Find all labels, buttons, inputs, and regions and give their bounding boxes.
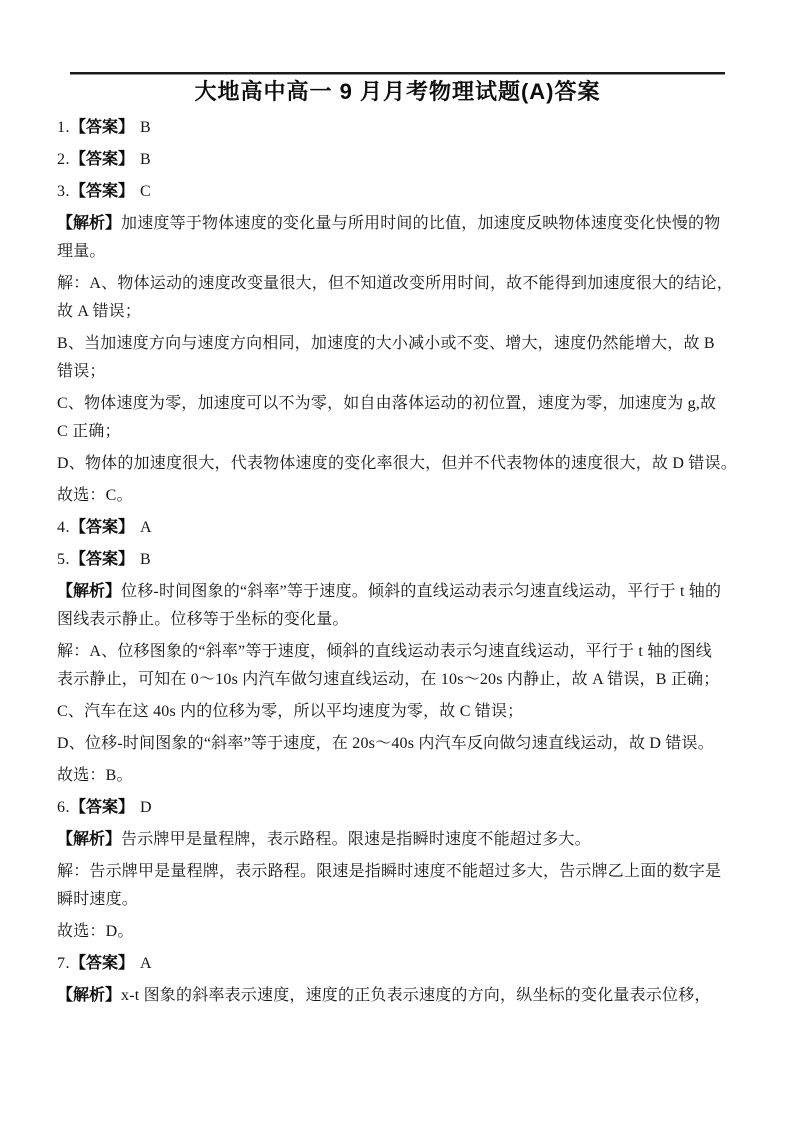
question-number: 5. — [57, 551, 70, 568]
paragraph — [57, 858, 739, 914]
answer-label: 【答案】 — [70, 119, 135, 136]
line-text: 故选：D。 — [57, 923, 134, 940]
answer-line — [57, 514, 739, 542]
text-line — [57, 390, 739, 418]
answer-line — [57, 950, 739, 978]
line-text: 理量。 — [57, 243, 106, 260]
question-number: 7. — [57, 955, 70, 972]
analysis-label: 【解析】 — [57, 831, 122, 848]
text-line — [57, 210, 739, 238]
paragraph — [57, 638, 739, 694]
question-number: 2. — [57, 151, 70, 168]
paragraph — [57, 698, 739, 726]
line-text: 告示牌甲是量程牌，表示路程。限速是指瞬时速度不能超过多大。 — [121, 831, 591, 848]
answer-value: B — [140, 151, 151, 168]
answer-value: B — [140, 551, 151, 568]
line-text: 故选：C。 — [57, 487, 133, 504]
answer-label: 【答案】 — [70, 183, 135, 200]
text-line — [57, 270, 739, 298]
question-number: 4. — [57, 519, 70, 536]
text-line — [57, 730, 739, 758]
answer-label: 【答案】 — [70, 519, 135, 536]
line-text: D、位移-时间图象的“斜率”等于速度，在 20s～40s 内汽车反向做匀速直线运动，故 D 错误。 — [57, 735, 714, 752]
line-text: C、物体速度为零，加速度可以不为零，如自由落体运动的初位置，速度为零，加速度为 g,故 — [57, 395, 717, 412]
answer-value: C — [140, 183, 151, 200]
paragraph — [57, 730, 739, 758]
answer-value: A — [140, 519, 152, 536]
text-line — [57, 982, 739, 1010]
analysis-label: 【解析】 — [57, 583, 122, 600]
question-number: 3. — [57, 183, 70, 200]
text-line — [57, 298, 739, 326]
text-line — [57, 918, 739, 946]
answer-label: 【答案】 — [70, 551, 135, 568]
paragraph — [57, 982, 739, 1010]
text-line — [57, 666, 739, 694]
paragraph — [57, 762, 739, 790]
answer-line — [57, 114, 739, 142]
answer-item — [57, 514, 739, 542]
paragraph — [57, 578, 739, 634]
title-divider-rule — [70, 72, 725, 75]
answer-line — [57, 178, 739, 206]
analysis-label: 【解析】 — [57, 987, 122, 1004]
answer-item — [57, 546, 739, 574]
page-title: 大地高中高一 9 月月考物理试题(A)答案 — [194, 79, 601, 104]
answer-label: 【答案】 — [70, 955, 135, 972]
line-text: 图线表示静止。位移等于坐标的变化量。 — [57, 611, 349, 628]
paragraph — [57, 390, 739, 446]
paragraph — [57, 450, 739, 478]
answer-item — [57, 146, 739, 174]
text-line — [57, 762, 739, 790]
paragraph — [57, 826, 739, 854]
line-text: B、当加速度方向与速度方向相同，加速度的大小减小或不变、增大，速度仍然能增大，故 B — [57, 335, 715, 352]
text-line — [57, 450, 739, 478]
line-text: C、汽车在这 40s 内的位移为零，所以平均速度为零，故 C 错误； — [57, 703, 524, 720]
answer-label: 【答案】 — [70, 799, 135, 816]
text-line — [57, 826, 739, 854]
content-area — [57, 114, 739, 1014]
text-line — [57, 482, 739, 510]
answer-value: B — [140, 119, 151, 136]
text-line — [57, 698, 739, 726]
line-text: 表示静止，可知在 0～10s 内汽车做匀速直线运动，在 10s～20s 内静止，故 A 错误，B 正确； — [57, 671, 720, 688]
line-text: 故 A 错误； — [57, 303, 142, 320]
line-text: 错误； — [57, 363, 106, 380]
answer-line — [57, 794, 739, 822]
answer-item — [57, 950, 739, 978]
answer-label: 【答案】 — [70, 151, 135, 168]
line-text: 加速度等于物体速度的变化量与所用时间的比值，加速度反映物体速度变化快慢的物 — [121, 215, 721, 232]
text-line — [57, 886, 739, 914]
question-number: 6. — [57, 799, 70, 816]
line-text: 解：A、位移图象的“斜率”等于速度，倾斜的直线运动表示匀速直线运动，平行于 t 轴的图线 — [57, 643, 713, 660]
answer-value: A — [140, 955, 152, 972]
line-text: 解：A、物体运动的速度改变量很大，但不知道改变所用时间，故不能得到加速度很大的结论， — [57, 275, 733, 292]
paragraph — [57, 918, 739, 946]
text-line — [57, 330, 739, 358]
paragraph — [57, 210, 739, 266]
paragraph — [57, 330, 739, 386]
analysis-label: 【解析】 — [57, 215, 122, 232]
text-line — [57, 606, 739, 634]
text-line — [57, 358, 739, 386]
answer-item — [57, 794, 739, 822]
line-text: 位移-时间图象的“斜率”等于速度。倾斜的直线运动表示匀速直线运动，平行于 t 轴的 — [121, 583, 722, 600]
answer-line — [57, 546, 739, 574]
answer-item — [57, 178, 739, 206]
text-line — [57, 858, 739, 886]
paragraph — [57, 482, 739, 510]
question-number: 1. — [57, 119, 70, 136]
paragraph — [57, 270, 739, 326]
text-line — [57, 418, 739, 446]
line-text: D、物体的加速度很大，代表物体速度的变化率很大，但并不代表物体的速度很大，故 D 错误。 — [57, 455, 737, 472]
text-line — [57, 238, 739, 266]
line-text: 瞬时速度。 — [57, 891, 139, 908]
line-text: 故选：B。 — [57, 767, 133, 784]
line-text: x-t 图象的斜率表示速度，速度的正负表示速度的方向，纵坐标的变化量表示位移， — [121, 987, 711, 1004]
line-text: 解：告示牌甲是量程牌，表示路程。限速是指瞬时速度不能超过多大，告示牌乙上面的数字是 — [57, 863, 722, 880]
answer-item — [57, 114, 739, 142]
text-line — [57, 638, 739, 666]
text-line — [57, 578, 739, 606]
answer-value: D — [140, 799, 152, 816]
answer-line — [57, 146, 739, 174]
line-text: C 正确； — [57, 423, 121, 440]
